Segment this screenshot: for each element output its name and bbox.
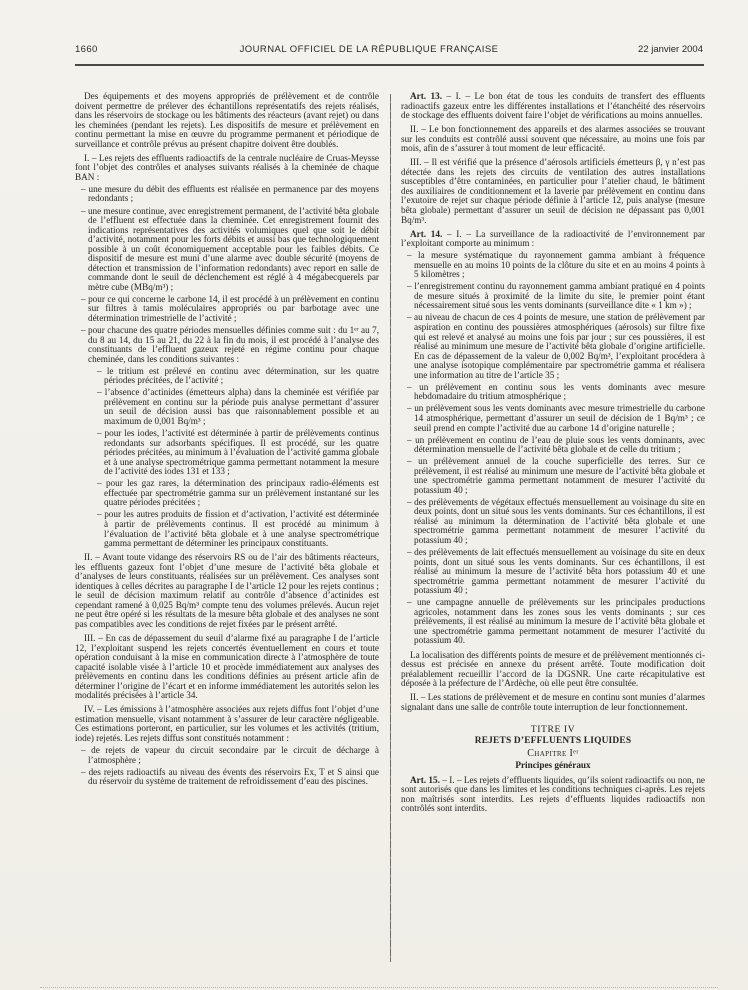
sub-bullet-item: – l’absence d’actinides (émetteurs alpha) dans la cheminée est vérifiée par prélèvement en continu sur la période puis analyse permettant d’assurer un seuil de décision aussi bas que raisonnablement possible et au maximum de 0,001 Bq/m³ ;	[97, 387, 379, 426]
chapitre-heading: Chapitre Iᵉʳ	[527, 748, 579, 760]
bullet-item: – au niveau de chacun de ces 4 points de mesure, une station de prélèvement par aspiration en continu des poussières atmosphériques (aérosols) sur filtre fixe qui est relevé et analysé au moins une fois par jour ; sur ces poussières, il est réalisé au minimum une mesure de l’activité bêta globale d’origine artificielle. En cas de dépassement de la valeur de 0,002 Bq/m³, l’exploitant procédera à une analyse isotopique complémentaire par spectrométrie gamma et réalisera une information au titre de l’article 35 ;	[407, 312, 705, 380]
journal-title: JOURNAL OFFICIEL DE LA RÉPUBLIQUE FRANÇAISE	[239, 44, 499, 55]
paragraph: Art. 14. – I. – La surveillance de la radioactivité de l’environnement par l’exploitant comporte au minimum :	[401, 228, 705, 249]
paragraph: III. – Il est vérifié que la présence d’aérosols artificiels émetteurs β, γ n’est pas détectée dans les rejets des circuits de ventilation des autres installations susceptibles d’être contaminées, en particulier pour l’atelier chaud, le bâtiment des auxiliaires de conditionnement et la laverie par prélèvement en continu dans l’exutoire de rejet sur chaque période définie à l’article 12, puis analyse (mesure bêta globale) permettant d’assurer un seuil de décision ne dépassant pas 0,001 Bq/m³.	[401, 157, 705, 225]
bullet-item: – l’enregistrement continu du rayonnement gamma ambiant pratiqué en 4 points de mesure situés à proximité de la limite du site, le premier point étant nécessairement situé sous les vents dominants (surveillance dite « 1 km ») ;	[407, 281, 705, 311]
bullet-item: – un prélèvement annuel de la couche superficielle des terres. Sur ce prélèvement, il est réalisé au minimum une mesure de l’activité bêta globale et une spectrométrie gamma permettant notamment de mesurer l’activité du potassium 40 ;	[407, 456, 705, 495]
issue-date: 22 janvier 2004	[638, 44, 703, 55]
bullet-item: – la mesure systématique du rayonnement gamma ambiant à fréquence mensuelle en au moins 10 points de la clôture du site et en au moins 4 points à 5 kilomètres ;	[407, 250, 705, 280]
titre-heading: TITRE IV	[530, 724, 576, 736]
paragraph: II. – Avant toute vidange des réservoirs RS ou de l’air des bâtiments réacteurs, les effluents gazeux font l’objet d’une mesure de l’activité bêta globale et d’analyses de leurs constituants, réalisées sur un prélèvement. Ces analyses sont identiques à celles décrites au paragraphe I de l’article 12 pour les rejets continus ; le seuil de décision maximum relatif au contrôle d’absence d’actinides est cependant ramené à 0,025 Bq/m³ compte tenu des volumes prélevés. Aucun rejet ne peut être opéré si les résultats de la mesure bêta globale et des analyses ne sont pas compatibles avec les conditions de rejet fixées par le présent arrêté.	[75, 552, 379, 629]
paragraph: II. – Les stations de prélèvement et de mesure en continu sont munies d’alarmes signalant dans une salle de contrôle toute interruption de leur fonctionnement.	[401, 692, 705, 712]
paragraph: Art. 15. – I. – Les rejets d’effluents liquides, qu’ils soient radioactifs ou non, ne sont autorisés que dans les limites et les conditions techniques ci-après. Les rejets non maîtrisés sont interdits. Les rejets d’effluents liquides radioactifs non contrôlés sont interdits.	[401, 774, 705, 814]
sub-bullet-item: – pour les iodes, l’activité est déterminée à partir de prélèvements continus redondants sur adsorbants spécifiques. Il est procédé, sur les quatre périodes précitées, au minimum à l’évaluation de l’activité gamma globale et à une analyse spectrométrique gamma permettant notamment la mesure de l’activité des iodes 131 et 133 ;	[97, 428, 379, 477]
header-rule	[75, 64, 704, 66]
sub-bullet-item: – pour les autres produits de fission et d’activation, l’activité est déterminée à partir de prélèvements continus. Il est procédé au minimum à l’évaluation de l’activité bêta globale et à une analyse spectrométrique gamma permettant de déterminer les principaux constituants.	[97, 509, 379, 549]
left-column	[75, 92, 379, 962]
bullet-item: – un prélèvement en continu sous les vents dominants avec mesure hebdomadaire du tritium atmosphérique ;	[407, 381, 705, 402]
sub-bullet-item: – pour les gaz rares, la détermination des principaux radio-éléments est effectuée par spectrométrie gamma sur un prélèvement instantané sur les quatre périodes précitées ;	[97, 478, 379, 508]
right-column	[401, 92, 705, 962]
bullet-item: – une mesure continue, avec enregistrement permanent, de l’activité bêta globale de l’effluent est effectuée dans la cheminée. Cet enregistrement fournit des indications représentatives des activités volumiques quel que soit le débit d’activité, notamment pour les forts débits et aussi bas que technologiquement possible à un coût économiquement acceptable pour les faibles débits. Ce dispositif de mesure est muni d’une alarme avec double sécurité (moyens de détection et transmission de l’information redondants) avec report en salle de commande dont le seuil de déclenchement est réglé à 4 mégabecquerels par mètre cube (MBq/m³) ;	[81, 205, 379, 292]
bullet-item: – une campagne annuelle de prélèvements sur les principales productions agricoles, notamment dans les zones sous les vents dominants ; sur ces prélèvements, il est réalisé au minimum la mesure de l’activité bêta globale et une spectrométrie gamma permettant notamment de mesurer l’activité du potassium 40.	[407, 597, 705, 646]
bullet-item: – un prélèvement en continu de l’eau de pluie sous les vents dominants, avec détermination mensuelle de l’activité bêta globale et de celle du tritium ;	[407, 434, 705, 455]
paragraph: II. – Le bon fonctionnement des appareils et des alarmes associées se trouvant sur les conduits est contrôlé aussi souvent que nécessaire, au moins une fois par mois, afin de s’assurer à tout moment de leur efficacité.	[401, 124, 705, 154]
bullet-item: – des rejets radioactifs au niveau des évents des réservoirs Ex, T et S ainsi que du réservoir du système de traitement de refroidissement d’eau des piscines.	[81, 766, 379, 787]
bullet-item: – de rejets de vapeur du circuit secondaire par le circuit de décharge à l’atmosphère ;	[81, 745, 379, 765]
bullet-item: – pour chacune des quatre périodes mensuelles définies comme suit : du 1ᵉʳ au 7, du 8 au 14, du 15 au 21, du 22 à la fin du mois, il est procédé à l’analyse des constituants de l’effluent gazeux rejeté en régime continu pour chaque cheminée, dans les conditions suivantes :	[81, 325, 379, 364]
page-header	[75, 44, 703, 60]
paragraph: IV. – Les émissions à l’atmosphère associées aux rejets diffus font l’objet d’une estimation mensuelle, visant notamment à s’assurer de leur caractère négligeable. Ces estimations porteront, en particulier, sur les volumes et les activités (tritium, iode) rejetés. Les rejets diffus sont constitués notamment :	[75, 704, 379, 743]
paragraph: Art. 13. – I. – Le bon état de tous les conduits de transfert des effluents radioactifs gazeux entre les différentes installations et l’étanchéité des réservoirs de stockage des effluents doivent faire l’objet de vérifications au moins annuelles.	[401, 91, 705, 121]
titre-subject-heading: REJETS D’EFFLUENTS LIQUIDES	[474, 736, 632, 747]
sub-bullet-item: – le tritium est prélevé en continu avec détermination, sur les quatre périodes précitées, de l’activité ;	[97, 365, 379, 386]
bullet-item: – pour ce qui concerne le carbone 14, il est procédé à un prélèvement en continu sur filtres à tamis moléculaires appropriés ou par barbotage avec une détermination trimestrielle de l’activité ;	[81, 293, 379, 324]
section-heading: Principes généraux	[515, 760, 591, 771]
paragraph: III. – En cas de dépassement du seuil d’alarme fixé au paragraphe I de l’article 12, l’exploitant suspend les rejets concertés éventuellement en cours et toute opération conduisant à la mise en communication directe à l’atmosphère de toute capacité isolable visée à l’article 10 et procède immédiatement aux analyses des prélèvements en continu dans les conditions définies au présent article afin de déterminer l’origine de l’écart et en informe immédiatement les autorités selon les modalités précisées à l’article 34.	[75, 632, 379, 701]
page-number: 1660	[75, 44, 98, 55]
bullet-item: – une mesure du débit des effluents est réalisée en permanence par des moyens redondants ;	[81, 183, 379, 204]
article-number: Art. 15.	[410, 774, 440, 785]
page-bottom-edge	[40, 987, 718, 988]
article-number: Art. 14.	[410, 228, 443, 239]
paragraph: I. – Les rejets des effluents radioactifs de la centrale nucléaire de Cruas-Meysse font l’objet des contrôles et analyses suivants réalisés à la cheminée de chaque BAN :	[75, 152, 379, 182]
column-divider	[390, 94, 391, 962]
article-number: Art. 13.	[410, 91, 443, 101]
paragraph: Des équipements et des moyens appropriés de prélèvement et de contrôle doivent permettre de prélever des échantillons représentatifs des rejets réalisés, dans les réservoirs de stockage ou les bâtiments des réacteurs (avant rejet) ou dans les cheminées (pendant les rejets). Les dispositifs de mesure et prélèvement en continu permettant la mise en œuvre du programme permanent et périodique de surveillance et contrôle prévus au présent chapitre doivent être doublés.	[75, 91, 379, 149]
text-columns	[75, 92, 705, 962]
bullet-item: – des prélèvements de lait effectués mensuellement au voisinage du site en deux points, dont un situé sous les vents dominants. Sur ces échantillons, il est réalisé au minimum la mesure de l’activité bêta hors potassium 40 et une spectrométrie gamma permettant notamment de mesurer l’activité du potassium 40 ;	[407, 547, 705, 596]
paragraph: La localisation des différents points de mesure et de prélèvement mentionnés ci-dessus est précisée en annexe du présent arrêté. Toute modification doit préalablement recueillir l’accord de la DGSNR. Une carte récapitulative est déposée à la préfecture de l’Ardèche, où elle peut être consultée.	[401, 649, 706, 689]
bullet-item: – des prélèvements de végétaux effectués mensuellement au voisinage du site en deux points, dont un situé sous les vents dominants. Sur ces échantillons, il est réalisé au minimum la détermination de l’activité bêta globale et une spectrométrie gamma permettant notamment de mesurer l’activité du potassium 40 ;	[407, 496, 705, 546]
bullet-item: – un prélèvement sous les vents dominants avec mesure trimestrielle du carbone 14 atmosphérique, permettant d’assurer un seuil de décision de 1 Bq/m³ ; ce seuil prend en compte l’activité due au carbone 14 d’origine naturelle ;	[407, 403, 705, 433]
